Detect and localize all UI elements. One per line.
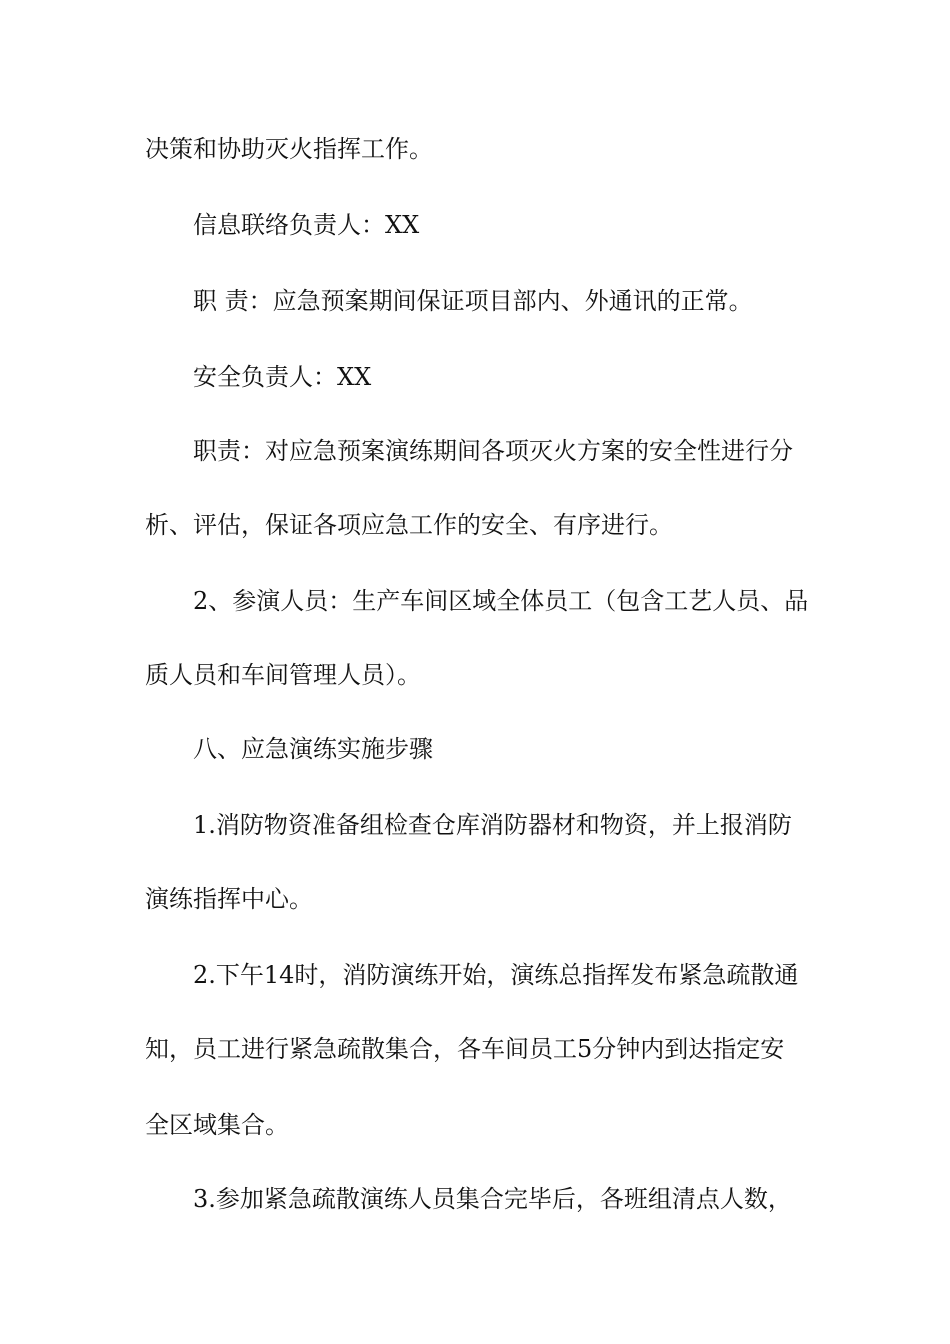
text-line: 质人员和车间管理人员）。: [145, 661, 421, 689]
text-line: 2.下午14时，消防演练开始，演练总指挥发布紧急疏散通: [193, 961, 799, 989]
text-line: 演练指挥中心。: [145, 885, 313, 913]
text-line: 八、应急演练实施步骤: [193, 735, 433, 763]
text-line: 安全负责人：XX: [193, 363, 372, 391]
text-line: 析、评估，保证各项应急工作的安全、有序进行。: [145, 511, 673, 539]
text-line: 决策和协助灭火指挥工作。: [145, 135, 433, 163]
text-line: 职责：对应急预案演练期间各项灭火方案的安全性进行分: [193, 437, 793, 465]
text-line: 全区域集合。: [145, 1111, 289, 1139]
text-line: 2、参演人员：生产车间区域全体员工（包含工艺人员、品: [193, 587, 809, 615]
text-line: 3.参加紧急疏散演练人员集合完毕后，各班组清点人数，: [193, 1185, 792, 1213]
text-line: 1.消防物资准备组检查仓库消防器材和物资，并上报消防: [193, 811, 792, 839]
text-line: 知，员工进行紧急疏散集合，各车间员工5分钟内到达指定安: [145, 1035, 785, 1063]
text-line: 职 责：应急预案期间保证项目部内、外通讯的正常。: [193, 287, 753, 315]
text-line: 信息联络负责人：XX: [193, 211, 420, 239]
